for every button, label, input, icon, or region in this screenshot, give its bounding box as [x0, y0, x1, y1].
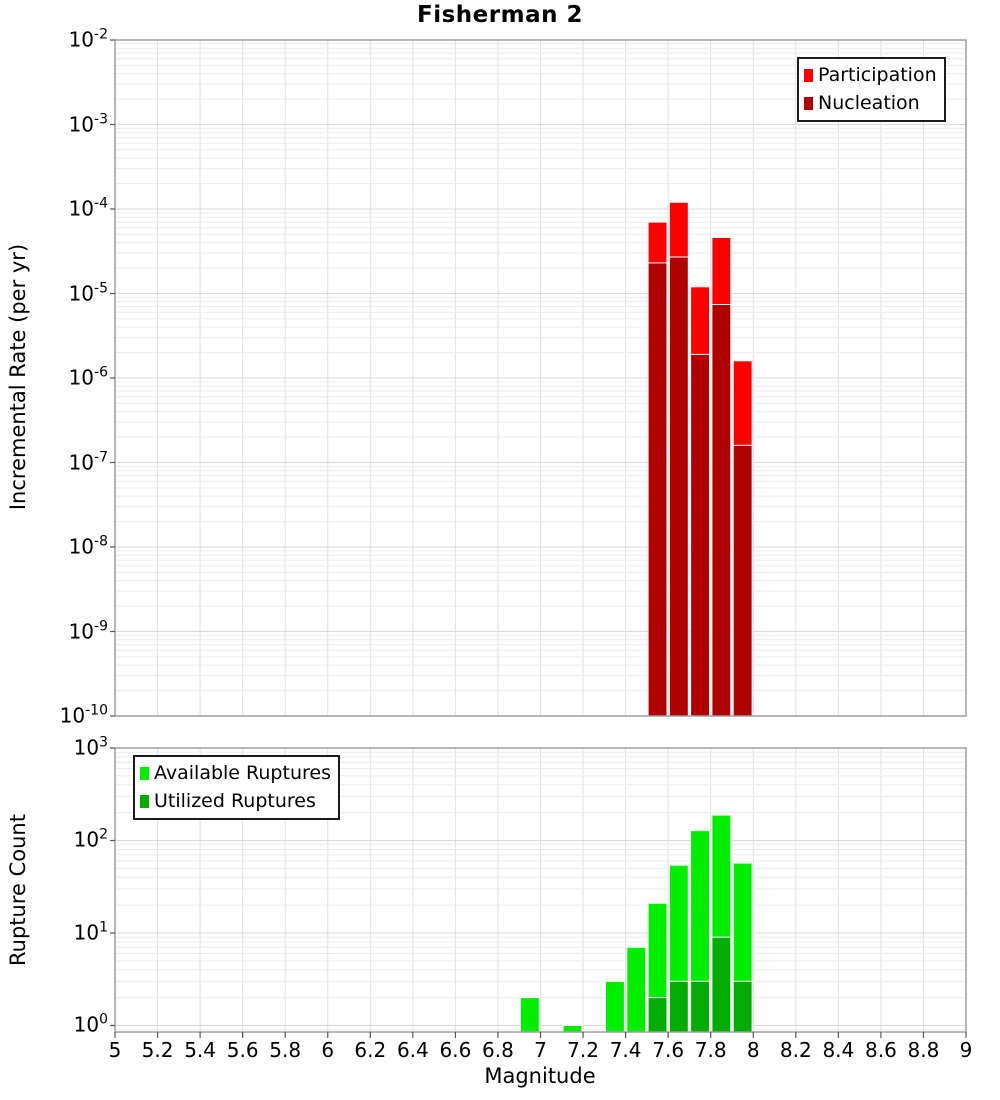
x-tick-label: 6	[321, 1038, 335, 1062]
x-tick-label: 7.4	[609, 1038, 642, 1062]
bar-nucleation-m7.9	[733, 445, 752, 716]
x-tick-label: 7	[534, 1038, 547, 1062]
legend-top	[797, 57, 946, 122]
y-tick-label: $10^0$	[73, 1011, 108, 1037]
x-tick-label: 7.8	[694, 1038, 727, 1062]
bar-utilized-ruptures-m7.8	[712, 937, 731, 1032]
bar-available-ruptures-m6.9	[520, 998, 539, 1032]
legend-item-utilized-ruptures	[140, 787, 331, 815]
y-tick-label: $10^3$	[73, 734, 108, 760]
x-tick-label: 7.2	[567, 1038, 599, 1062]
x-tick-label: 9	[959, 1038, 973, 1062]
x-tick-label: 8.4	[822, 1038, 855, 1062]
nucleation-swatch-icon	[804, 97, 813, 110]
legend-item-nucleation	[804, 89, 937, 117]
bar-nucleation-m7.7	[691, 354, 710, 716]
bar-utilized-ruptures-m7.6	[669, 981, 688, 1032]
y-tick-label: $10^{-8}$	[68, 533, 108, 559]
x-tick-label: 5	[108, 1038, 122, 1062]
x-tick-label: 6.4	[396, 1038, 429, 1062]
x-tick-label: 6.2	[354, 1038, 387, 1062]
chart-title: Fisherman 2	[417, 2, 583, 28]
y-tick-label: $10^{-7}$	[68, 448, 108, 474]
y-tick-label: $10^{-4}$	[68, 195, 108, 221]
legend-item-participation	[804, 61, 937, 89]
x-tick-label: 8.2	[779, 1038, 812, 1062]
x-tick-label: 8.8	[907, 1038, 940, 1062]
x-tick-label: 5.6	[226, 1038, 259, 1062]
legend-label: Available Ruptures	[154, 762, 331, 784]
x-tick-label: 8	[746, 1038, 760, 1062]
x-tick-label: 6.6	[439, 1038, 472, 1062]
bar-nucleation-m7.6	[669, 257, 688, 716]
y-tick-label: $10^{-10}$	[59, 702, 108, 728]
y-axis-label-bottom: Rupture Count	[6, 814, 30, 966]
y-tick-label: $10^{-6}$	[68, 364, 108, 390]
y-tick-label: $10^{-3}$	[68, 110, 108, 136]
y-axis-label-top: Incremental Rate (per yr)	[6, 243, 30, 511]
y-tick-label: $10^{-9}$	[68, 617, 108, 643]
bar-nucleation-m7.8	[712, 305, 731, 717]
bar-utilized-ruptures-m7.7	[691, 981, 710, 1032]
legend-bottom	[133, 755, 340, 820]
x-axis-label: Magnitude	[484, 1064, 596, 1088]
bar-utilized-ruptures-m7.5	[648, 998, 667, 1032]
x-tick-label: 6.8	[482, 1038, 514, 1062]
bar-available-ruptures-m7.3	[606, 981, 625, 1032]
legend-label: Nucleation	[818, 92, 920, 114]
y-tick-label: $10^{-5}$	[68, 279, 108, 305]
y-tick-label: $10^1$	[73, 919, 108, 945]
bar-available-ruptures-m7.1	[563, 1026, 582, 1033]
x-tick-label: 5.4	[184, 1038, 216, 1062]
legend-item-available-ruptures	[140, 759, 331, 787]
bar-available-ruptures-m7.4	[627, 947, 646, 1032]
utilized-ruptures-swatch-icon	[140, 795, 149, 808]
x-tick-label: 5.8	[269, 1038, 302, 1062]
x-tick-label: 8.6	[864, 1038, 897, 1062]
legend-label: Participation	[818, 64, 937, 86]
bar-utilized-ruptures-m7.9	[733, 981, 752, 1032]
available-ruptures-swatch-icon	[140, 767, 149, 780]
y-tick-label: $10^2$	[73, 826, 108, 852]
bar-nucleation-m7.5	[648, 263, 667, 716]
x-tick-label: 7.6	[652, 1038, 685, 1062]
x-tick-label: 5.2	[141, 1038, 174, 1062]
participation-swatch-icon	[804, 69, 813, 82]
legend-label: Utilized Ruptures	[154, 790, 316, 812]
y-tick-label: $10^{-2}$	[68, 26, 108, 52]
